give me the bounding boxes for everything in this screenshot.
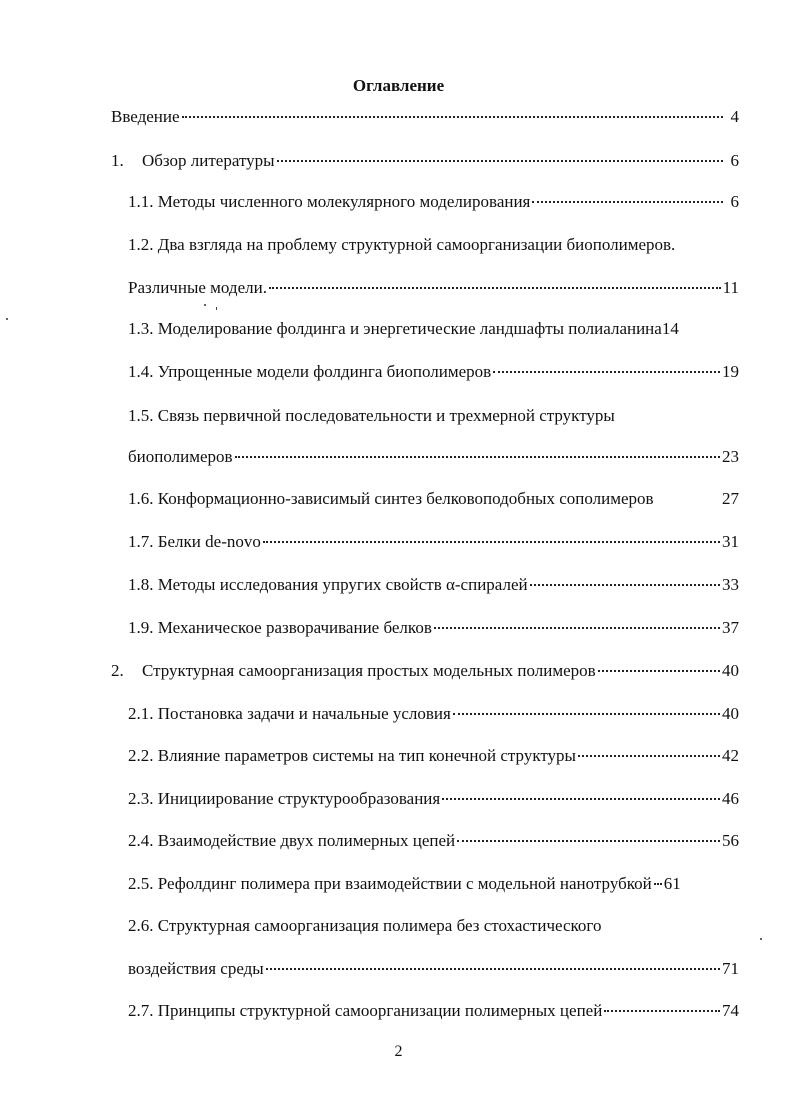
dot-leader xyxy=(442,798,720,800)
toc-entry xyxy=(128,318,739,340)
toc-entry-label: 2.1. Постановка задачи и начальные условия xyxy=(128,704,451,723)
toc-entry-label: воздействия среды xyxy=(128,959,264,978)
toc-entry xyxy=(128,488,739,510)
toc-entry-page: 14 xyxy=(661,319,679,338)
dot-leader xyxy=(530,584,720,586)
toc-entry xyxy=(128,788,739,810)
toc-entry-label: биополимеров xyxy=(128,447,233,466)
toc-entry xyxy=(128,574,739,596)
toc-entry xyxy=(128,361,739,383)
dot-leader xyxy=(493,371,720,373)
toc-entry-page: 23 xyxy=(722,447,739,466)
toc-entry-page: 42 xyxy=(722,746,739,765)
scan-speck xyxy=(204,304,206,306)
toc-entry xyxy=(128,617,739,639)
toc-entry-label: 1.5. Связь первичной последовательности и трехмерной структуры xyxy=(128,406,615,425)
toc-entry-page: 37 xyxy=(722,618,739,637)
toc-entry xyxy=(111,106,739,128)
toc-entry-label: 2.6. Структурная самоорганизация полимера без стохастического xyxy=(128,916,602,935)
toc-entry-page: 6 xyxy=(730,192,739,211)
toc-entry-label: Структурная самоорганизация простых модельных полимеров xyxy=(142,661,596,680)
toc-entry-label: 1.2. Два взгляда на проблему структурной самоорганизации биополимеров. xyxy=(128,235,676,254)
toc-entry xyxy=(128,703,739,725)
toc-entry-number: 1. xyxy=(111,151,124,170)
toc-entry-page: 6 xyxy=(730,151,739,170)
dot-leader xyxy=(235,456,720,458)
toc-entry-page: 40 xyxy=(722,704,739,723)
toc-entry xyxy=(128,745,739,767)
toc-entry-label: 2.5. Рефолдинг полимера при взаимодействии с модельной нанотрубкой xyxy=(128,874,652,893)
toc-entry-label: 1.4. Упрощенные модели фолдинга биополимеров xyxy=(128,362,492,381)
dot-leader xyxy=(654,883,662,885)
toc-entry-label: 1.3. Моделирование фолдинга и энергетические ландшафты полиаланина xyxy=(128,319,662,338)
toc-entry xyxy=(128,531,739,553)
dot-leader xyxy=(604,1010,720,1012)
dot-leader xyxy=(434,627,720,629)
dot-leader xyxy=(598,670,720,672)
dot-leader xyxy=(182,116,723,118)
dot-leader xyxy=(266,968,720,970)
toc-entry xyxy=(128,446,739,468)
toc-entry-page: 27 xyxy=(722,489,739,508)
toc-entry-label: 2.3. Инициирование структурообразования xyxy=(128,789,441,808)
toc-entry-page: 56 xyxy=(722,831,739,850)
toc-entry-page: 11 xyxy=(722,278,739,297)
toc-entry-page: 74 xyxy=(722,1001,739,1020)
toc-entry xyxy=(128,873,739,895)
toc-entry-page: 19 xyxy=(722,362,739,381)
toc-entry-page: 40 xyxy=(722,661,739,680)
toc-title: Оглавление xyxy=(352,76,445,95)
toc-entry-label: 1.6. Конформационно-зависимый синтез белковоподобных сополимеров xyxy=(128,489,654,508)
toc-entry-number: 2. xyxy=(111,661,124,680)
toc-entry-label: 2.2. Влияние параметров системы на тип конечной структуры xyxy=(128,746,576,765)
toc-entry-label: 1.8. Методы исследования упругих свойств α-спиралей xyxy=(128,575,528,594)
dot-leader xyxy=(457,840,720,842)
dot-leader xyxy=(263,541,720,543)
toc-entry-page: 4 xyxy=(730,107,739,126)
toc-entry xyxy=(128,1000,739,1022)
toc-entry xyxy=(128,958,739,980)
toc-entry xyxy=(128,830,739,852)
toc-entry-label: Обзор литературы xyxy=(142,151,275,170)
toc-entry xyxy=(111,150,739,172)
scan-speck xyxy=(216,307,217,310)
scan-speck xyxy=(760,938,762,940)
toc-entry-label: 1.7. Белки de-novo xyxy=(128,532,261,551)
dot-leader xyxy=(453,713,720,715)
dot-leader xyxy=(532,201,723,203)
toc-entry-page: 61 xyxy=(663,874,681,893)
toc-entry xyxy=(128,277,739,299)
toc-entry-label: 1.9. Механическое разворачивание белков xyxy=(128,618,432,637)
dot-leader xyxy=(578,755,720,757)
toc-entry-label: 1.1. Методы численного молекулярного моделирования xyxy=(128,192,531,211)
toc-entry xyxy=(128,191,739,213)
scan-speck xyxy=(6,318,8,320)
page-number: 2 xyxy=(394,1043,403,1060)
toc-entry-page: 71 xyxy=(722,959,739,978)
toc-entry-label: Различные модели. xyxy=(128,278,267,297)
toc-entry-page: 31 xyxy=(722,532,739,551)
toc-entry-label: Введение xyxy=(111,107,180,126)
dot-leader xyxy=(277,160,723,162)
dot-leader xyxy=(269,287,721,289)
toc-entry-label: 2.7. Принципы структурной самоорганизации полимерных цепей xyxy=(128,1001,603,1020)
toc-entry xyxy=(111,660,739,682)
toc-entry-label: 2.4. Взаимодействие двух полимерных цепей xyxy=(128,831,456,850)
toc-entry-page: 46 xyxy=(722,789,739,808)
toc-entry-page: 33 xyxy=(722,575,739,594)
